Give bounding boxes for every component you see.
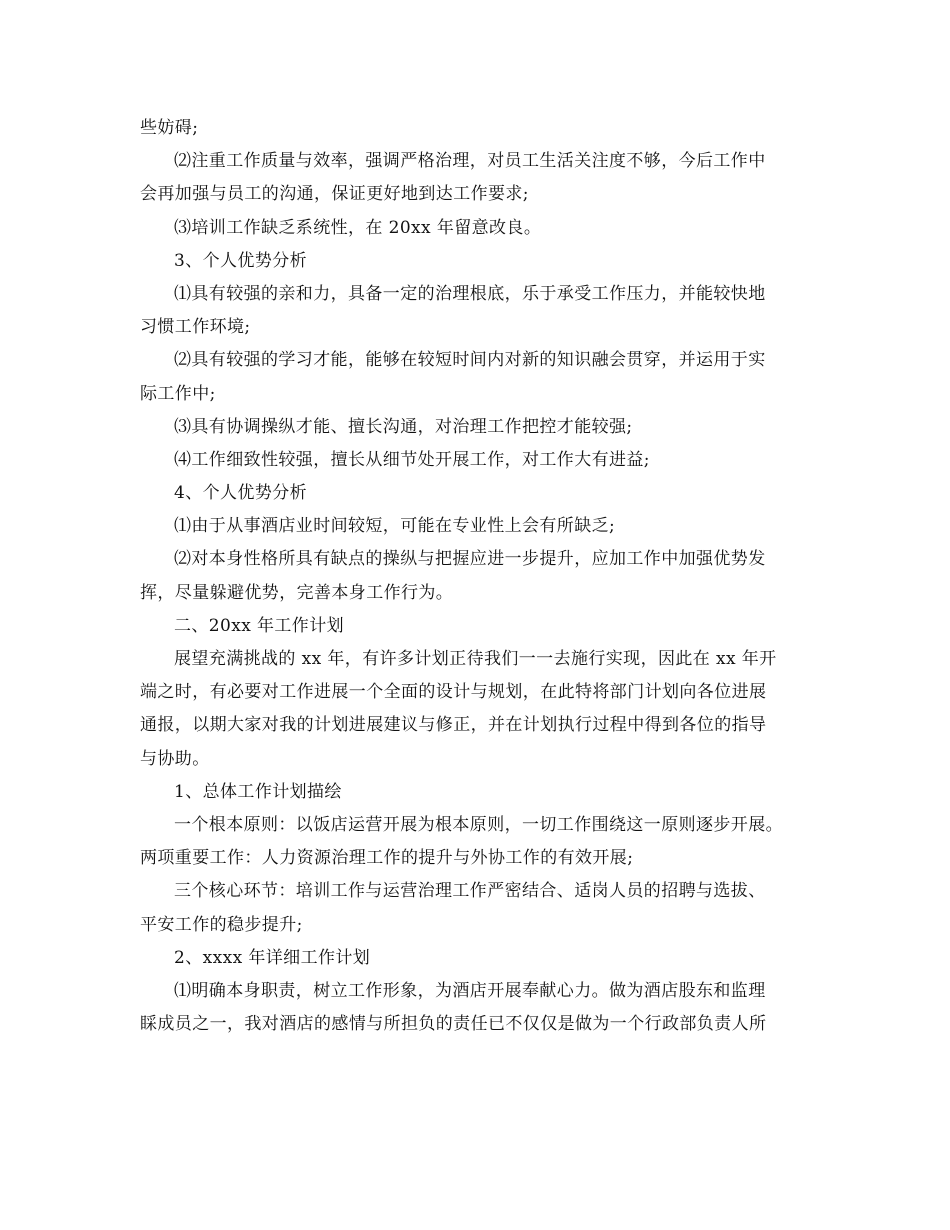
text-line: ⑴明确本身职责，树立工作形象，为酒店开展奉献心力。做为酒店股东和监理: [174, 980, 766, 1001]
text-line: 2、xxxx 年详细工作计划: [174, 947, 371, 968]
text-line: 些妨碍;: [140, 118, 199, 138]
text-line: ⑴由于从事酒店业时间较短，可能在专业性上会有所缺乏;: [174, 516, 616, 537]
text-line: 二、20xx 年工作计划: [174, 615, 345, 636]
text-line: 会再加强与员工的沟通，保证更好地到达工作要求;: [140, 184, 529, 205]
text-line: 1、总体工作计划描绘: [174, 781, 342, 802]
text-line: 三个核心环节：培训工作与运营治理工作严密结合、适岗人员的招聘与选拔、: [174, 881, 766, 902]
text-line: 两项重要工作：人力资源治理工作的提升与外协工作的有效开展;: [140, 848, 634, 869]
text-line: 习惯工作环境;: [140, 317, 251, 338]
text-line: ⑷工作细致性较强，擅长从细节处开展工作，对工作大有进益;: [174, 449, 650, 470]
text-line: ⑵注重工作质量与效率，强调严格治理，对员工生活关注度不够，今后工作中: [174, 151, 766, 172]
text-line: ⑶培训工作缺乏系统性，在 20xx 年留意改良。: [174, 217, 542, 238]
text-line: 3、个人优势分析: [174, 250, 308, 271]
text-line: 展望充满挑战的 xx 年，有许多计划正待我们一一去施行实现，因此在 xx 年开: [174, 649, 777, 669]
text-line: ⑶具有协调操纵才能、擅长沟通，对治理工作把控才能较强;: [174, 416, 633, 437]
text-line: ⑴具有较强的亲和力，具备一定的治理根底，乐于承受工作压力，并能较快地: [174, 283, 766, 304]
text-line: 睬成员之一，我对酒店的感情与所担负的责任已不仅仅是做为一个行政部负责人所: [140, 1014, 767, 1035]
text-line: 4、个人优势分析: [174, 483, 308, 504]
text-line: 与协助。: [140, 748, 210, 769]
text-line: 端之时，有必要对工作进展一个全面的设计与规划，在此特将部门计划向各位进展: [140, 682, 767, 703]
text-line: 平安工作的稳步提升;: [140, 914, 303, 935]
text-line: 际工作中;: [140, 383, 216, 404]
text-line: 一个根本原则：以饭店运营开展为根本原则，一切工作围绕这一原则逐步开展。: [174, 814, 783, 835]
document-body: [140, 112, 840, 1041]
text-line: ⑵具有较强的学习才能，能够在较短时间内对新的知识融会贯穿，并运用于实: [174, 350, 766, 371]
text-line: 通报，以期大家对我的计划进展建议与修正，并在计划执行过程中得到各位的指导: [140, 715, 767, 736]
text-line: 挥，尽量躲避优势，完善本身工作行为。: [140, 582, 454, 603]
text-line: ⑵对本身性格所具有缺点的操纵与把握应进一步提升，应加工作中加强优势发: [174, 549, 766, 570]
